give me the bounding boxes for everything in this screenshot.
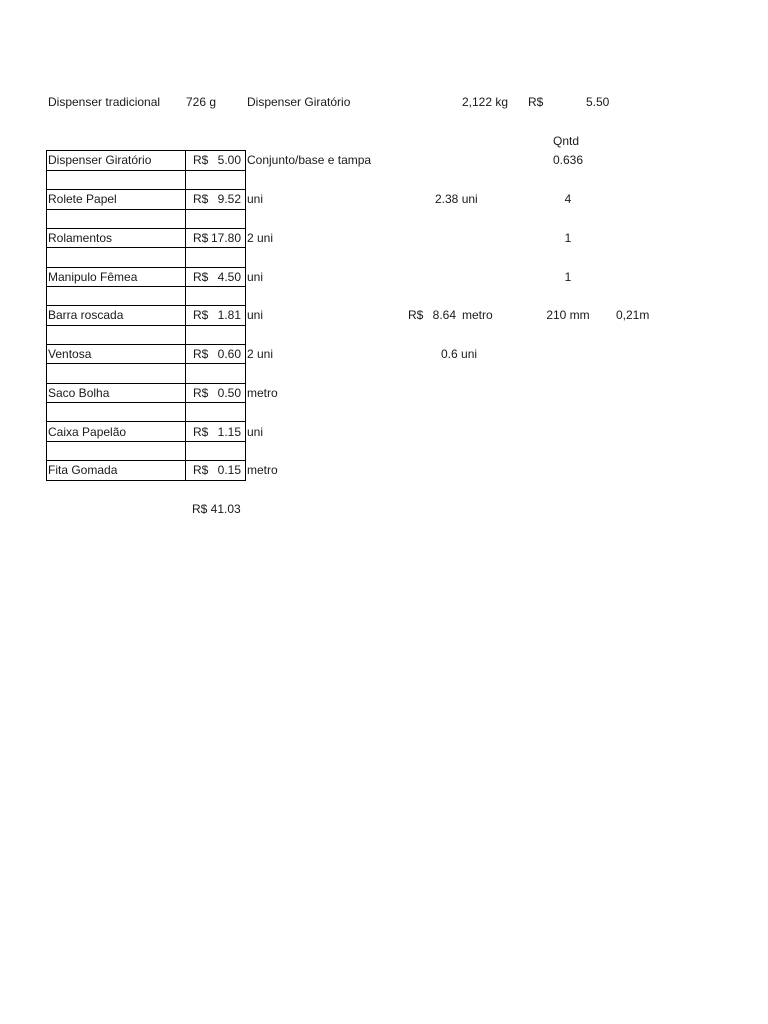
price-value: 0.60 <box>217 347 241 361</box>
item-qty: 1 <box>564 231 572 245</box>
currency-symbol: R$ <box>193 463 209 477</box>
item-unit: Conjunto/base e tampa <box>247 153 372 167</box>
item-unit: uni <box>247 192 264 206</box>
item-name: Rolamentos <box>48 231 113 245</box>
row-divider <box>47 383 245 384</box>
item-extra: 0.6 uni <box>441 347 478 361</box>
item-name: Ventosa <box>48 347 92 361</box>
row-divider <box>47 170 245 171</box>
price-value: 0.15 <box>217 463 241 477</box>
item-name: Rolete Papel <box>48 192 117 206</box>
row-divider <box>47 460 245 461</box>
item-qty: 0.636 <box>552 153 584 167</box>
currency-symbol: R$ <box>193 153 209 167</box>
currency-symbol: R$ <box>193 192 209 206</box>
row-divider <box>47 402 245 403</box>
item-name: Barra roscada <box>48 308 124 322</box>
item-qty: 4 <box>564 192 572 206</box>
header-item-1: Dispenser tradicional <box>48 95 161 109</box>
qntd-label: Qntd <box>553 134 580 148</box>
row-divider <box>47 344 245 345</box>
header-item-2: Dispenser Giratório <box>247 95 351 109</box>
item-extra: 2.38 uni <box>435 192 478 206</box>
price-value: 8.64 <box>432 308 456 322</box>
item-qty: 1 <box>564 270 572 284</box>
price-value: 5.00 <box>217 153 241 167</box>
row-divider <box>47 441 245 442</box>
currency-symbol: R$ <box>408 308 424 322</box>
item-name: Dispenser Giratório <box>48 153 152 167</box>
item-qty: 210 mm <box>546 308 590 322</box>
header-weight-2: 2,122 kg <box>462 95 509 109</box>
item-unit: 2 uni <box>247 231 274 245</box>
item-name: Fita Gomada <box>48 463 118 477</box>
item-name: Manipulo Fêmea <box>48 270 138 284</box>
price-value: 4.50 <box>217 270 241 284</box>
currency-symbol: R$ <box>193 347 209 361</box>
price-value: 1.81 <box>217 308 241 322</box>
row-divider <box>47 421 245 422</box>
row-divider <box>47 363 245 364</box>
currency-symbol: R$ <box>193 270 209 284</box>
row-divider <box>47 209 245 210</box>
header-currency: R$ <box>528 95 544 109</box>
header-weight-1: 726 g <box>186 95 217 109</box>
price-value: 1.15 <box>217 425 241 439</box>
currency-symbol: R$ <box>193 231 209 245</box>
row-divider <box>47 228 245 229</box>
row-divider <box>47 189 245 190</box>
price-value: 17.80 <box>210 231 241 245</box>
currency-symbol: R$ <box>193 425 209 439</box>
item-extra-unit: metro <box>462 308 493 322</box>
item-unit: 2 uni <box>247 347 274 361</box>
column-divider <box>185 151 186 480</box>
item-unit: uni <box>247 308 264 322</box>
item-unit: metro <box>247 463 278 477</box>
price-value: 0.50 <box>217 386 241 400</box>
item-unit: metro <box>247 386 278 400</box>
total-value: R$ 41.03 <box>192 502 241 516</box>
price-value: 9.52 <box>217 192 241 206</box>
item-name: Caixa Papelão <box>48 425 127 439</box>
item-name: Saco Bolha <box>48 386 110 400</box>
item-unit: uni <box>247 425 264 439</box>
row-divider <box>47 247 245 248</box>
row-divider <box>47 267 245 268</box>
item-qty-meters: 0,21m <box>616 308 650 322</box>
row-divider <box>47 305 245 306</box>
item-unit: uni <box>247 270 264 284</box>
row-divider <box>47 286 245 287</box>
header-price: 5.50 <box>586 95 610 109</box>
currency-symbol: R$ <box>193 308 209 322</box>
row-divider <box>47 325 245 326</box>
currency-symbol: R$ <box>193 386 209 400</box>
